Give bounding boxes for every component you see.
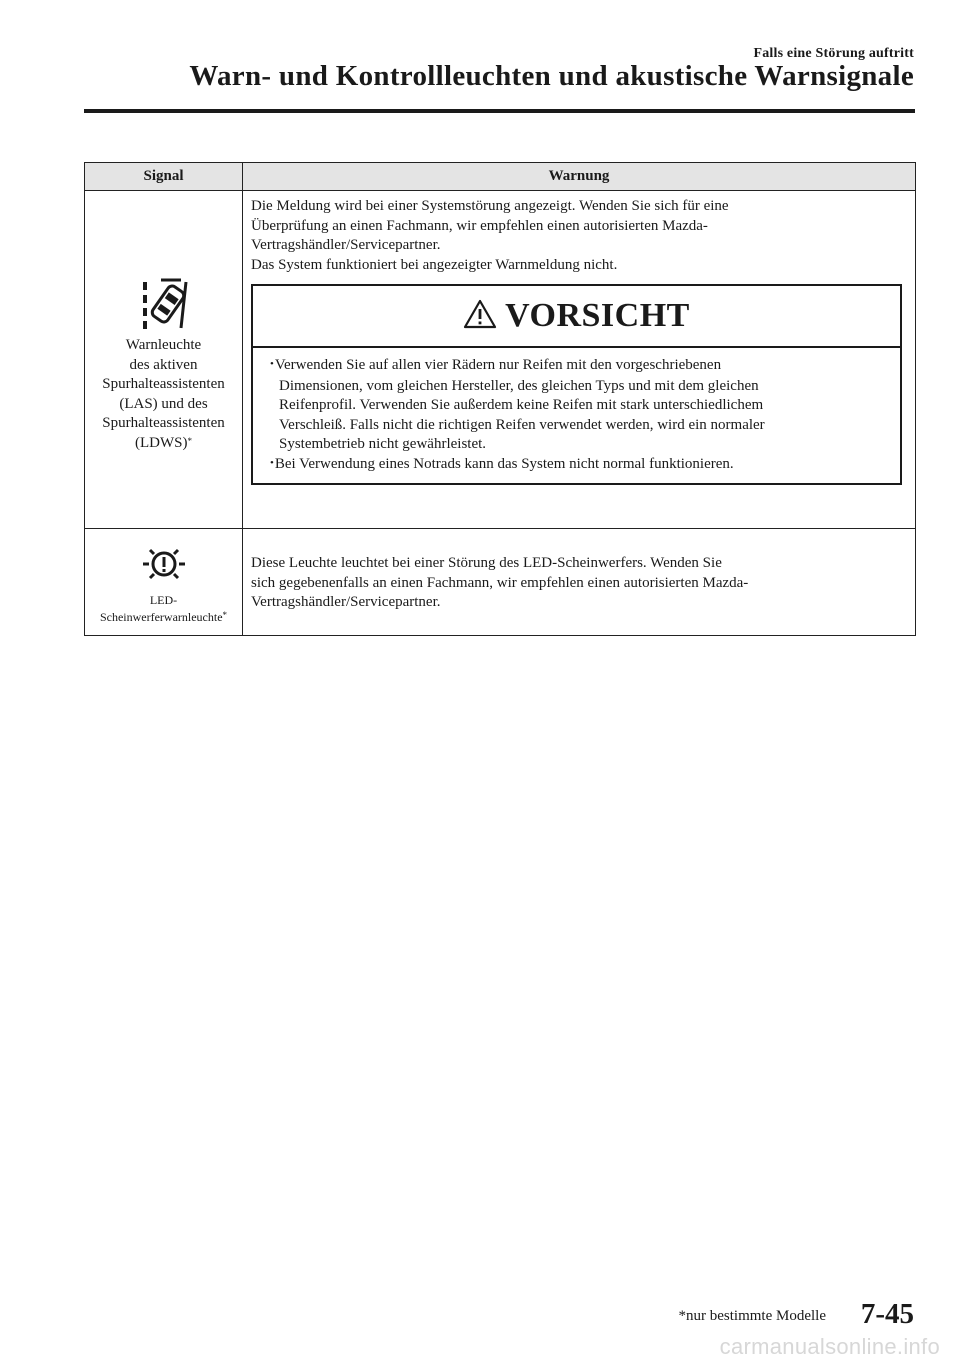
lane-keep-assist-warning-icon <box>85 278 242 337</box>
caution-bullet <box>263 356 890 455</box>
warning-line: Überprüfung an einen Fachmann, wir empfehlen einen autorisierten Mazda- <box>251 217 708 234</box>
label-line: (LAS) und des <box>119 395 208 412</box>
caution-bullet <box>263 455 890 476</box>
led-headlight-warning-icon <box>85 542 242 593</box>
header-divider <box>84 109 915 113</box>
bullet-line: Bei Verwendung eines Notrads kann das System nicht normal funktionieren. <box>274 455 734 472</box>
signal-label-led-headlight <box>85 592 242 626</box>
footnote-asterisk: * <box>222 610 228 621</box>
bullet-dot-icon: • <box>270 456 274 469</box>
caution-title: VORSICHT <box>505 297 690 334</box>
warning-triangle-icon <box>463 299 497 334</box>
warning-lights-table <box>84 162 916 636</box>
table-row <box>85 529 916 636</box>
warning-cell-las-ldws <box>243 191 916 529</box>
bullet-line: Reifenprofil. Verwenden Sie außerdem keine Reifen mit stark unterschiedlichem <box>279 397 764 413</box>
warning-text-led-headlight <box>243 529 915 613</box>
bullet-dot-icon: • <box>270 358 274 370</box>
bullet-line: Verwenden Sie auf allen vier Rädern nur Reifen mit den vorgeschriebenen <box>274 357 722 373</box>
warning-line: Diese Leuchte leuchtet bei einer Störung des LED-Scheinwerfers. Wenden Sie <box>251 555 722 571</box>
caution-header <box>253 286 900 348</box>
page-title: Warn- und Kontrollleuchten und akustische Warnsignale <box>189 60 914 92</box>
watermark: carmanualsonline.info <box>719 1334 940 1359</box>
column-header-warning: Warnung <box>243 163 916 191</box>
caution-body <box>253 348 900 483</box>
table-row <box>85 191 916 529</box>
table-header-row <box>85 163 916 191</box>
footnote-models: *nur bestimmte Modelle <box>678 1308 826 1324</box>
page-number: 7-45 <box>860 1298 914 1330</box>
signal-cell-las-ldws <box>85 191 243 529</box>
bullet-line: Dimensionen, vom gleichen Hersteller, des gleichen Typs und mit dem gleichen <box>279 377 759 394</box>
warning-line: Das System funktioniert bei angezeigter Warnmeldung nicht. <box>251 256 618 273</box>
footnote-asterisk: * <box>187 435 192 446</box>
bullet-line: Verschleiß. Falls nicht die richtigen Reifen verwendet werden, wird ein normaler <box>279 416 765 433</box>
label-line: LED- <box>149 593 178 608</box>
section-subtitle: Falls eine Störung auftritt <box>753 46 914 61</box>
warning-text-las-ldws <box>243 191 915 275</box>
label-line: (LDWS) <box>135 434 188 451</box>
label-line: Warnleuchte <box>125 337 202 354</box>
label-line: Spurhalteassistenten <box>102 415 225 432</box>
bullet-line: Systembetrieb nicht gewährleistet. <box>279 436 487 452</box>
warning-line: Vertragshändler/Servicepartner. <box>251 237 441 253</box>
label-line: Spurhalteassistenten <box>102 376 225 393</box>
signal-label-las-ldws <box>85 336 242 453</box>
warning-cell-led-headlight <box>243 529 916 636</box>
warning-line: Die Meldung wird bei einer Systemstörung angezeigt. Wenden Sie sich für eine <box>251 198 729 214</box>
warning-line: Vertragshändler/Servicepartner. <box>251 594 441 610</box>
caution-box <box>251 284 902 485</box>
label-line: Scheinwerferwarnleuchte <box>99 610 223 625</box>
signal-cell-led-headlight <box>85 529 243 636</box>
warning-line: sich gegebenenfalls an einen Fachmann, wir empfehlen einen autorisierten Mazda- <box>251 574 749 591</box>
column-header-signal: Signal <box>85 163 243 191</box>
label-line: des aktiven <box>129 356 198 373</box>
